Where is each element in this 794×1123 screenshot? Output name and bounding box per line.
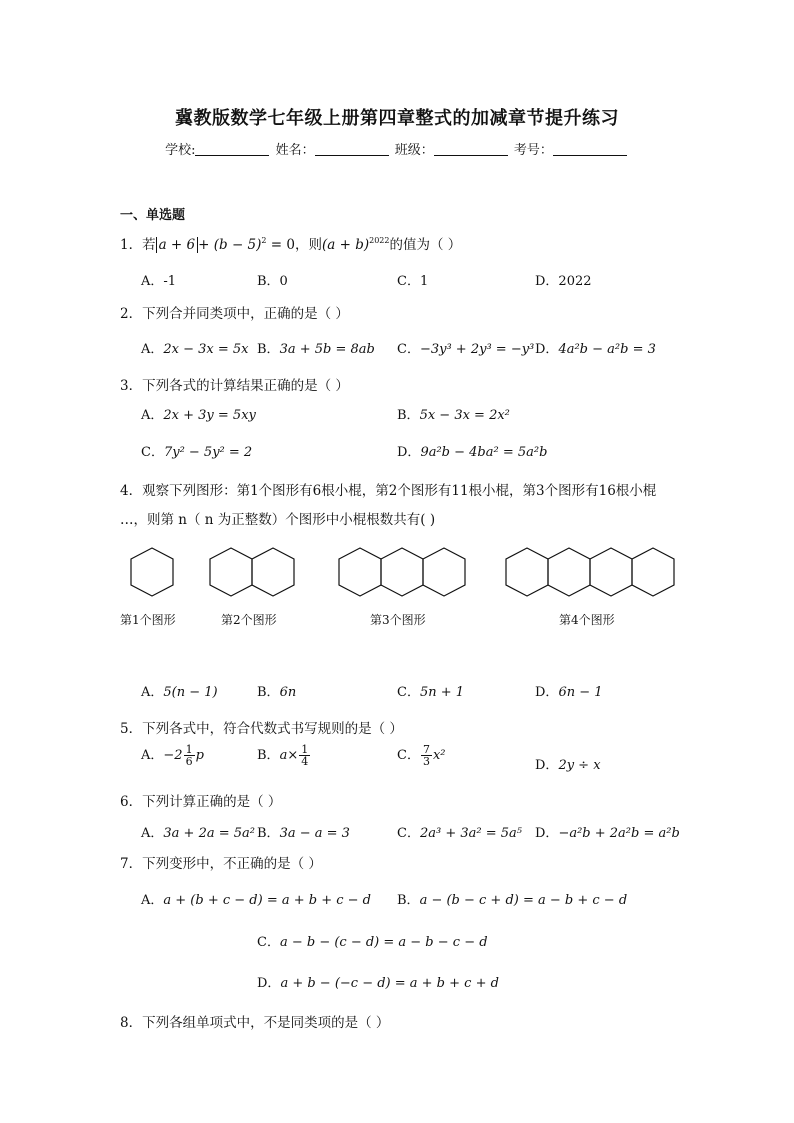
q4-option-d[interactable]: [535, 681, 603, 700]
q5-option-b-prefix: a×: [279, 748, 299, 763]
q5-option-c-variable: x²: [432, 748, 446, 763]
q5-option-b-fraction: [299, 744, 310, 767]
q5-option-c-label: C．: [397, 748, 420, 763]
q1-stem-prefix: 1．若: [120, 237, 156, 253]
q7-option-a-expression: a + (b + c − d) = a + b + c − d: [163, 893, 371, 908]
q7-option-b-label: B．: [397, 893, 420, 908]
q7-option-c[interactable]: [257, 931, 488, 950]
q6-option-a-label: A．: [141, 826, 164, 841]
page-title: 冀教版数学七年级上册第四章整式的加减章节提升练习: [175, 108, 619, 129]
q2-option-d[interactable]: [535, 338, 656, 357]
q5-option-b-denominator: 4: [301, 755, 309, 768]
q7-option-a-label: A．: [141, 893, 164, 908]
q5-option-a-numerator: 1: [185, 743, 193, 756]
q3-option-d-expression: 9a²b − 4ba² = 5a²b: [420, 445, 548, 460]
question-7-stem: 7．下列变形中，不正确的是（ ）: [120, 856, 322, 872]
q6-option-d-expression: −a²b + 2a²b = a²b: [558, 826, 680, 841]
q2-option-d-expression: 4a²b − a²b = 3: [558, 342, 656, 357]
q1-abs-expression: a + 6: [156, 237, 199, 253]
q4-option-c-label: C．: [397, 685, 420, 700]
q5-option-b[interactable]: [257, 744, 311, 767]
q4-option-a-expression: 5(n − 1): [163, 685, 218, 700]
q4-option-a[interactable]: [141, 681, 218, 700]
figure-3-hexagons: [339, 548, 465, 596]
q5-option-d-label: D．: [535, 758, 559, 773]
question-4-stem-line1: 4．观察下列图形：第1个图形有6根小棍，第2个图形有11根小棍，第3个图形有16根小棍: [120, 483, 657, 499]
q2-option-b[interactable]: [257, 338, 375, 357]
q4-option-b-label: B．: [257, 685, 280, 700]
q7-option-d-label: D．: [257, 976, 281, 991]
name-label: 姓名：: [275, 143, 315, 158]
q1-square-exponent: 2: [261, 236, 267, 245]
q7-option-c-label: C．: [257, 935, 280, 950]
section-heading: 一、单选题: [120, 208, 186, 223]
question-1-stem: [120, 233, 461, 253]
q5-option-d[interactable]: [535, 754, 601, 773]
q2-option-c-expression: −3y³ + 2y³ = −y³: [419, 342, 535, 357]
q2-option-b-label: B．: [257, 342, 280, 357]
q5-option-d-expression: 2y ÷ x: [558, 758, 601, 773]
q2-option-c-label: C．: [397, 342, 420, 357]
question-6-stem: 6．下列计算正确的是（ ）: [120, 794, 282, 810]
q3-option-a-label: A．: [141, 408, 164, 423]
q6-option-b-expression: 3a − a = 3: [279, 826, 350, 841]
q3-option-d[interactable]: [397, 441, 547, 460]
q5-option-c-fraction: [421, 744, 432, 767]
q3-option-c-expression: 7y² − 5y² = 2: [163, 445, 253, 460]
q1-square-term: + (b − 5): [198, 237, 262, 253]
q5-option-b-label: B．: [257, 748, 280, 763]
q6-option-c-label: C．: [397, 826, 420, 841]
q5-option-c-denominator: 3: [422, 755, 430, 768]
q6-option-c-expression: 2a³ + 3a² = 5a⁵: [419, 826, 522, 841]
question-5-stem: 5．下列各式中，符合代数式书写规则的是（ ）: [120, 721, 403, 737]
exam-no-label: 考号：: [513, 143, 553, 158]
q4-option-d-label: D．: [535, 685, 559, 700]
q1-option-c[interactable]: C．1: [397, 274, 429, 289]
q4-option-b[interactable]: [257, 681, 296, 700]
class-label: 班级：: [394, 143, 434, 158]
name-blank: [315, 143, 389, 156]
hexagon-figures: [0, 540, 794, 600]
student-info-line: [0, 139, 794, 158]
q7-option-d-expression: a + b − (−c − d) = a + b + c + d: [280, 976, 499, 991]
question-2-stem: 2．下列合并同类项中，正确的是（ ）: [120, 306, 349, 322]
q3-option-c-label: C．: [141, 445, 164, 460]
q5-option-a-fraction: [184, 744, 195, 767]
q2-option-a-expression: 2x − 3x = 5x: [163, 342, 249, 357]
q1-option-d[interactable]: D．2022: [535, 274, 592, 289]
figure-2-caption: 第2个图形: [221, 613, 277, 627]
q1-option-a[interactable]: A．-1: [141, 274, 177, 289]
q5-option-c-numerator: 7: [422, 743, 430, 756]
q6-option-b-label: B．: [257, 826, 280, 841]
school-label: 学校:: [165, 143, 196, 158]
q5-option-c[interactable]: [397, 744, 446, 767]
q3-option-b-label: B．: [397, 408, 420, 423]
figure-4-hexagons: [506, 548, 674, 596]
q5-option-a-whole: −2: [163, 748, 183, 763]
school-blank: [195, 143, 269, 156]
q2-option-d-label: D．: [535, 342, 559, 357]
q5-option-b-numerator: 1: [301, 743, 309, 756]
figure-3-caption: 第3个图形: [370, 613, 426, 627]
q2-option-a[interactable]: [141, 338, 249, 357]
q4-option-d-expression: 6n − 1: [558, 685, 603, 700]
q3-option-c[interactable]: [141, 441, 252, 460]
q3-option-d-label: D．: [397, 445, 421, 460]
question-4-stem-line2: …，则第 n（ n 为正整数）个图形中小棍根数共有( ): [120, 512, 436, 528]
q5-option-a-denominator: 6: [185, 755, 193, 768]
q6-option-d[interactable]: [535, 822, 680, 841]
q1-option-b[interactable]: B．0: [257, 274, 288, 289]
q3-option-a-expression: 2x + 3y = 5xy: [163, 408, 256, 423]
q1-stem-suffix: 的值为（ ）: [389, 237, 462, 253]
q6-option-a[interactable]: [141, 822, 255, 841]
q7-option-b-expression: a − (b − c + d) = a − b + c − d: [419, 893, 628, 908]
q4-option-c[interactable]: [397, 681, 464, 700]
q3-option-a[interactable]: [141, 404, 256, 423]
q5-option-a-label: A．: [141, 748, 164, 763]
class-blank: [434, 143, 508, 156]
q7-option-c-expression: a − b − (c − d) = a − b − c − d: [279, 935, 488, 950]
q6-option-c[interactable]: [397, 822, 522, 841]
figure-1-hexagon: [131, 548, 173, 596]
q7-option-d[interactable]: [257, 972, 499, 991]
q6-option-b[interactable]: [257, 822, 350, 841]
q2-option-a-label: A．: [141, 342, 164, 357]
q5-option-a-variable: p: [195, 748, 204, 763]
q3-option-b[interactable]: [397, 404, 510, 423]
q4-option-c-expression: 5n + 1: [419, 685, 465, 700]
question-8-stem: 8．下列各组单项式中，不是同类项的是（ ）: [120, 1015, 390, 1031]
q4-option-b-expression: 6n: [279, 685, 297, 700]
question-3-stem: 3．下列各式的计算结果正确的是（ ）: [120, 378, 349, 394]
q2-option-c[interactable]: [397, 338, 534, 357]
q6-option-a-expression: 3a + 2a = 5a²: [163, 826, 255, 841]
q1-equals-zero: = 0，则: [266, 237, 322, 253]
figure-1-caption: 第1个图形: [120, 613, 176, 627]
q7-option-a[interactable]: [141, 889, 371, 908]
figure-2-hexagons: [210, 548, 294, 596]
q5-option-a[interactable]: [141, 744, 204, 767]
q3-option-b-expression: 5x − 3x = 2x²: [419, 408, 510, 423]
q7-option-b[interactable]: [397, 889, 627, 908]
figure-4-caption: 第4个图形: [559, 613, 615, 627]
q4-option-a-label: A．: [141, 685, 164, 700]
q1-sum-term: (a + b): [321, 237, 370, 253]
q2-option-b-expression: 3a + 5b = 8ab: [279, 342, 375, 357]
q6-option-d-label: D．: [535, 826, 559, 841]
q1-sum-exponent: 2022: [369, 236, 390, 245]
exam-no-blank: [553, 143, 627, 156]
